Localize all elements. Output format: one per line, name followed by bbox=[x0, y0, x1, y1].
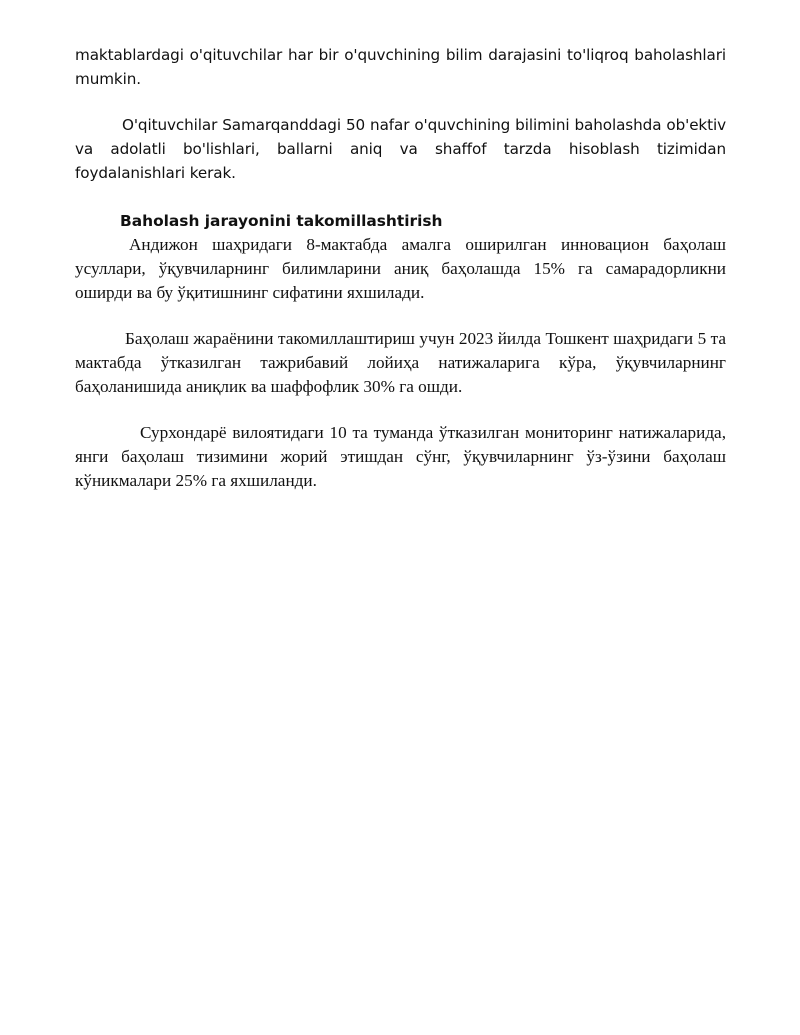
paragraph-surkhandarya: Сурхондарё вилоятидаги 10 та туманда ўтказилган мониторинг натижаларида, янги баҳолаш тизимини жорий этишдан сўнг, ўқувчиларнинг ўз-ўзини баҳолаш кўникмалари 25% га яхшиланди. bbox=[75, 423, 726, 490]
paragraph-intro: maktablardagi o'qituvchilar har bir o'quvchining bilim darajasini to'liqroq baholashlari mumkin. bbox=[75, 46, 726, 88]
document-body bbox=[75, 43, 726, 493]
section-heading: Baholash jarayonini takomillashtirish bbox=[120, 212, 443, 230]
paragraph-tashkent: Баҳолаш жараёнини такомиллаштириш учун 2023 йилда Тошкент шаҳридаги 5 та мактабда ўтказилган тажрибавий лойиҳа натижаларига кўра, ўқувчиларнинг баҳоланишида аниқлик ва шаффофлик 30% га ошди. bbox=[75, 329, 726, 396]
paragraph-andijan: Андижон шаҳридаги 8-мактабда амалга оширилган инновацион баҳолаш усуллари, ўқувчиларнинг билимларини аниқ баҳолашда 15% га самарадорликни оширди ва бу ўқитишнинг сифатини яхшилади. bbox=[75, 235, 726, 302]
paragraph-samarkand: O'qituvchilar Samarqanddagi 50 nafar o'quvchining bilimini baholashda ob'ektiv va adolatli bo'lishlari, ballarni aniq va shaffof tarzda hisoblash tizimidan foydalanishlari kerak. bbox=[75, 116, 726, 182]
